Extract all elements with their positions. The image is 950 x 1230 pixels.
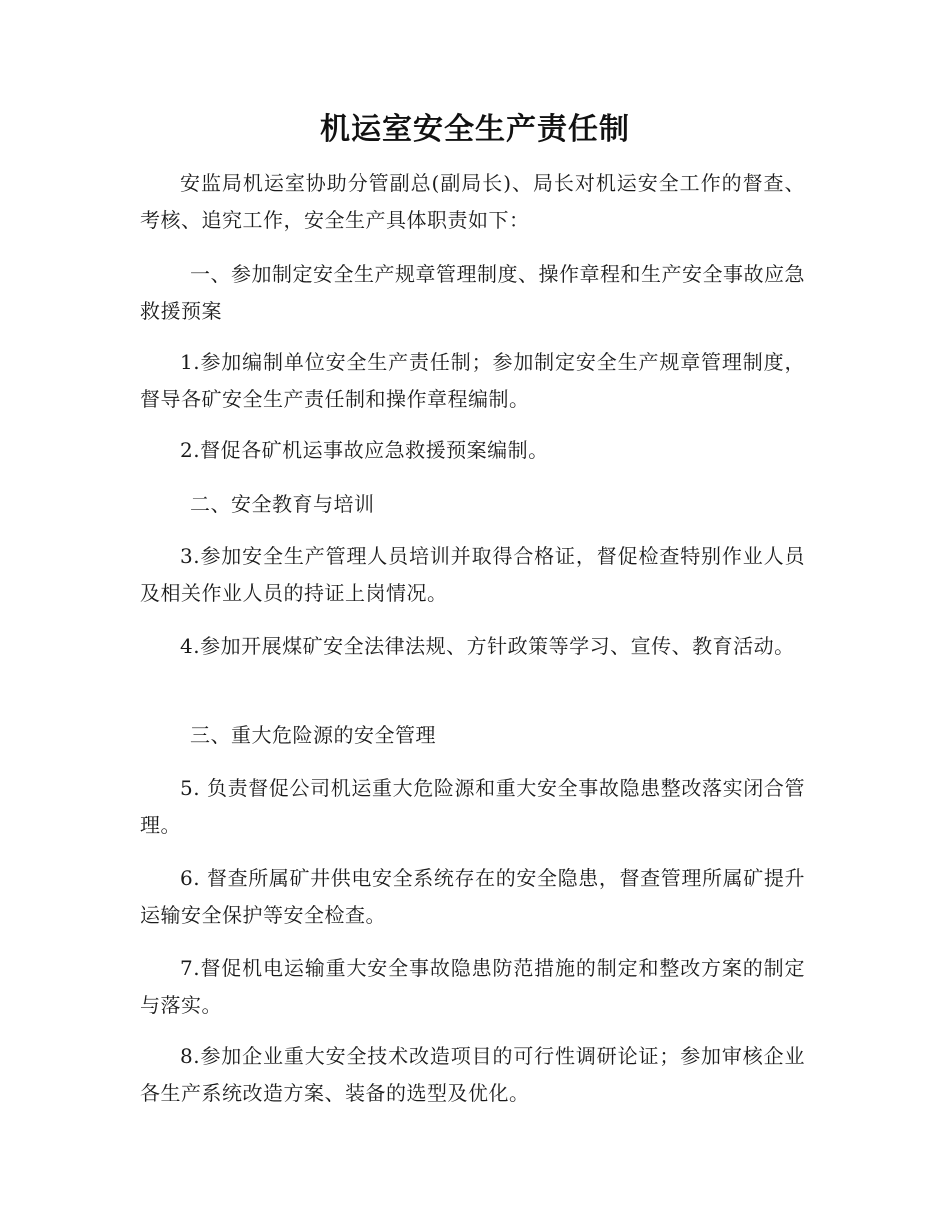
item-paragraph-6: 6. 督查所属矿井供电安全系统存在的安全隐患，督查管理所属矿提升运输安全保护等安全检查。 [140,866,805,927]
item-paragraph-4: 4.参加开展煤矿安全法律法规、方针政策等学习、宣传、教育活动。 [180,634,795,658]
intro-paragraph: 安监局机运室协助分管副总(副局长)、局长对机运安全工作的督查、考核、追究工作，安全生产具体职责如下： [140,171,805,232]
item-paragraph-5: 5. 负责督促公司机运重大危险源和重大安全事故隐患整改落实闭合管理。 [140,776,805,837]
item-paragraph-7: 7.督促机电运输重大安全事故隐患防范措施的制定和整改方案的制定与落实。 [140,956,805,1017]
item-paragraph-2: 2.督促各矿机运事故应急救援预案编制。 [180,438,549,462]
section-heading-3: 三、重大危险源的安全管理 [190,723,436,747]
document-title: 机运室安全生产责任制 [320,112,630,147]
item-paragraph-1: 1.参加编制单位安全生产责任制；参加制定安全生产规章管理制度，督导各矿安全生产责任制和操作章程编制。 [140,350,805,411]
item-paragraph-3: 3.参加安全生产管理人员培训并取得合格证，督促检查特别作业人员及相关作业人员的持证上岗情况。 [140,544,805,605]
item-paragraph-8: 8.参加企业重大安全技术改造项目的可行性调研论证；参加审核企业各生产系统改造方案、装备的选型及优化。 [140,1044,805,1105]
section-heading-2: 二、安全教育与培训 [190,492,375,516]
section-heading-1: 一、参加制定安全生产规章管理制度、操作章程和生产安全事故应急救援预案 [140,262,805,323]
